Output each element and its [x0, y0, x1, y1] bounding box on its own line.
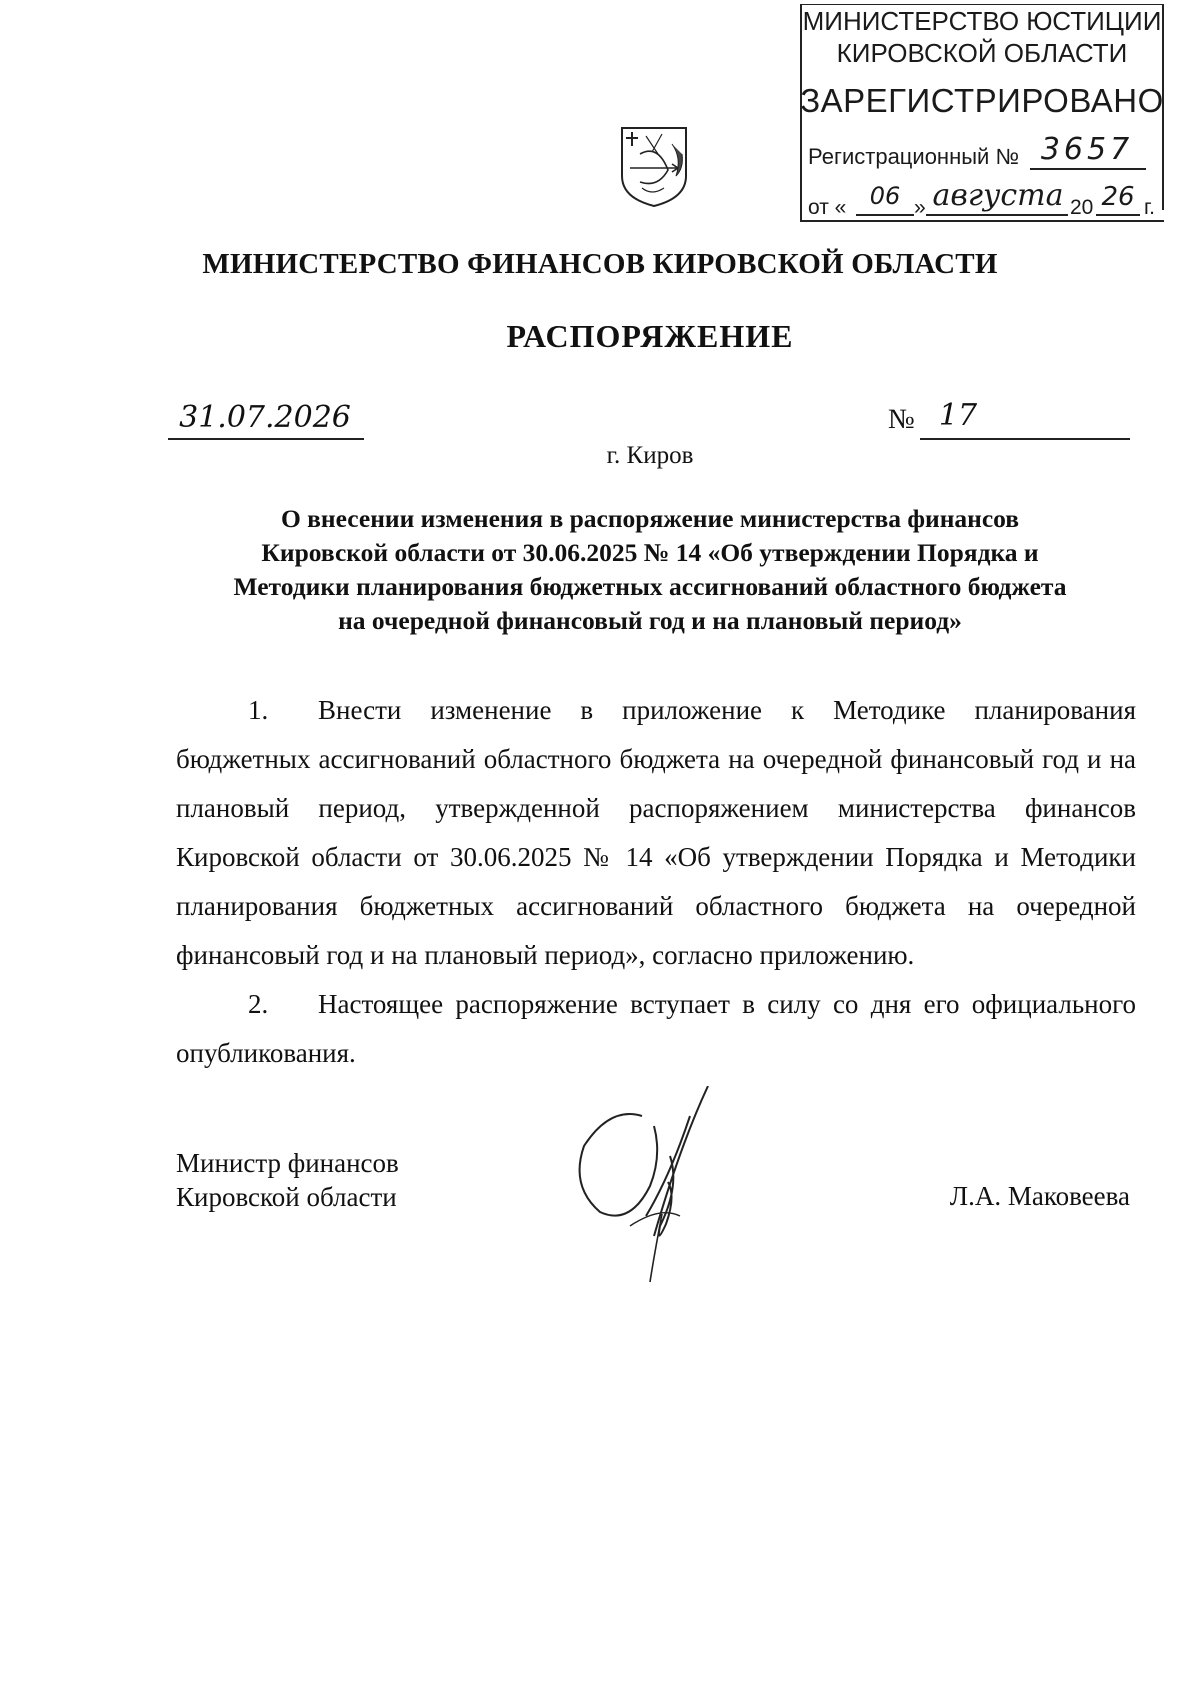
paragraph-1-text: Внести изменение в приложение к Методике планирования бюджетных ассигнований областного бюджета на очередной финансовый год и на плановый период, утвержденной распоряжением министерства финансов Кировской области от 30.06.2025 № 14 «Об утверждении Порядка и Методики планирования бюджетных ассигнований областного бюджета на очередной финансовый год и на плановый период», согласно приложению.: [176, 695, 1136, 970]
signatory-role-line2: Кировской области: [176, 1182, 397, 1212]
stamp-month: августа: [932, 178, 1064, 213]
document-body: [176, 686, 1136, 1078]
stamp-date-prefix: от «: [808, 196, 847, 219]
paragraph-2: [176, 980, 1136, 1078]
subject-line: О внесении изменения в распоряжение министерства финансов: [280, 504, 1020, 533]
document-date: 31.07.2026: [179, 400, 351, 435]
stamp-year-prefix: 20: [1070, 196, 1094, 219]
registration-stamp: МИНИСТЕРСТВО ЮСТИЦИИ КИРОВСКОЙ ОБЛАСТИ ЗАРЕГИСТРИРОВАНО Регистрационный № 3657 от « 06 » августа 20 26 г.: [800, 4, 1164, 232]
stamp-line2: КИРОВСКОЙ ОБЛАСТИ: [836, 38, 1128, 68]
stamp-year-suffix: 26: [1101, 182, 1135, 212]
signatory-role: [176, 1146, 399, 1214]
subject-line: на очередной финансовый год и на плановый период»: [338, 606, 962, 635]
signatory-name: Л.А. Маковеева: [949, 1181, 1130, 1211]
document-subject: [180, 502, 1120, 638]
paragraph-2-number: 2.: [248, 989, 269, 1019]
stamp-reg-label: Регистрационный №: [808, 144, 1020, 169]
paragraph-1-number: 1.: [248, 695, 269, 725]
date-underline: [168, 438, 364, 440]
document-type: РАСПОРЯЖЕНИЕ: [506, 318, 794, 354]
handwritten-signature: [570, 1086, 720, 1286]
paragraph-2-text: Настоящее распоряжение вступает в силу со дня его официального опубликования.: [176, 989, 1136, 1068]
coat-of-arms-icon: [618, 124, 690, 208]
document-number: 17: [938, 398, 978, 433]
stamp-year-g: г.: [1144, 196, 1155, 219]
number-underline: [920, 438, 1130, 440]
stamp-line1: МИНИСТЕРСТВО ЮСТИЦИИ: [802, 6, 1162, 36]
paragraph-1: [176, 686, 1136, 980]
signatory-role-line1: Министр финансов: [176, 1148, 399, 1178]
subject-line: Кировской области от 30.06.2025 № 14 «Об утверждении Порядка и: [261, 538, 1039, 567]
stamp-day: 06: [869, 182, 901, 210]
ministry-title: МИНИСТЕРСТВО ФИНАНСОВ КИРОВСКОЙ ОБЛАСТИ: [202, 248, 998, 280]
number-sign: №: [888, 404, 915, 435]
stamp-registered: ЗАРЕГИСТРИРОВАНО: [800, 82, 1164, 119]
city: г. Киров: [606, 442, 694, 469]
subject-line: Методики планирования бюджетных ассигнований областного бюджета: [233, 572, 1067, 601]
stamp-reg-number: 3657: [1040, 132, 1134, 167]
